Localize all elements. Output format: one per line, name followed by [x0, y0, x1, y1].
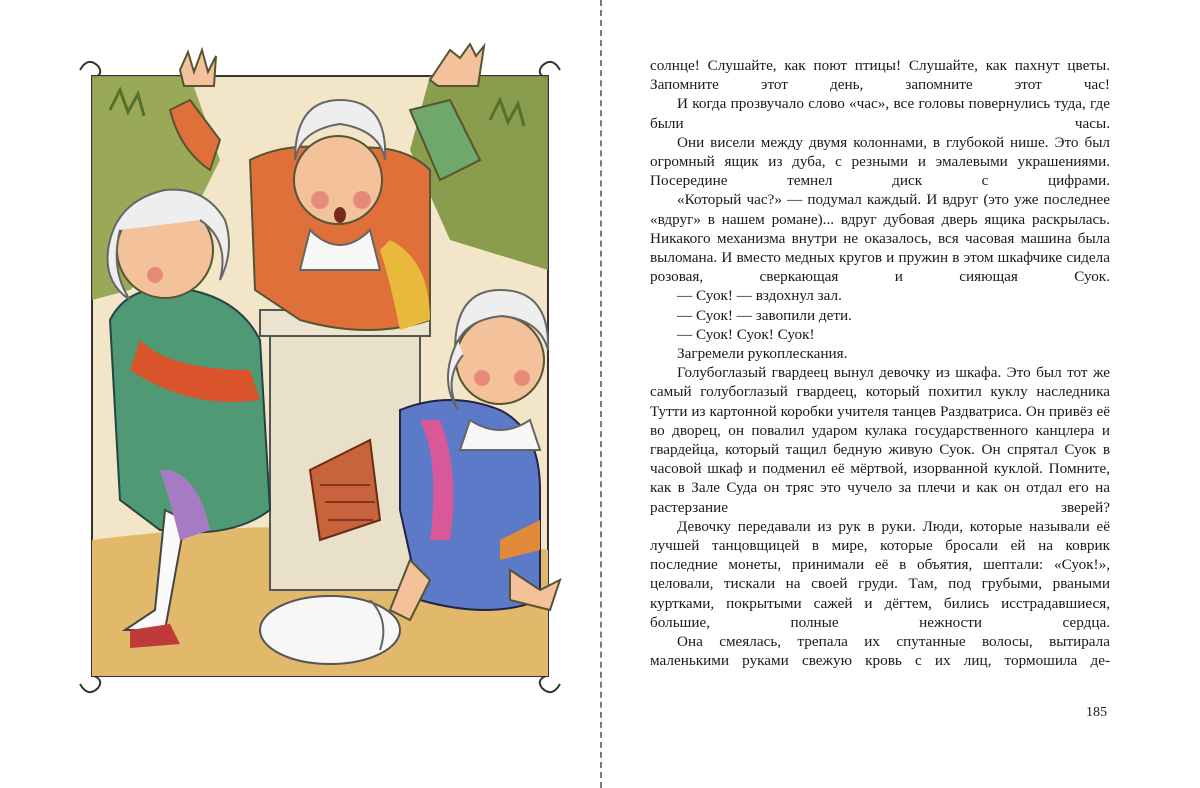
paragraph-3: Они висели между двумя колоннами, в глубокой нише. Это был огромный ящик из дуба, с резными и эмалевыми украшениями. Посередине темнел диск с цифрами. [650, 133, 1110, 190]
illustration-three-courtiers-image [70, 40, 570, 704]
illustration [70, 40, 570, 704]
paragraph-6: — Суок! — завопили дети. [677, 306, 852, 324]
paragraph-1: солнце! Слушайте, как поют птицы! Слушайте, как пахнут цветы. Запомните этот день, запомните этот час! [650, 57, 1110, 94]
paragraph-2: И когда прозвучало слово «час», все головы повернулись туда, где были часы. [650, 95, 1110, 132]
paragraph-11: Она смеялась, трепала их спутанные волосы, вытирала маленькими руками свежую кровь с их лиц, тормошила де- [650, 633, 1110, 670]
paragraph-9: Голубоглазый гвардеец вынул девочку из шкафа. Это был тот же самый голубоглазый гвардеец, который похитил куклу наследника Тутти из картонной коробки учителя танцев Раздватриса. Он привёз её во дворец, он повалил ударом кулака государственного канцлера и гвардейца, который тащил бедную живую Суок. Он спрятал Суок в часовой шкаф и подменил её мёртвой, изорванной куклой. Помните, как в Зале Суда он тряс это чучело за плечи и как он отдал его на растерзание зверей? [650, 364, 1110, 516]
paragraph-5: — Суок! — вздохнул зал. [677, 287, 842, 305]
paragraph-8: Загремели рукоплескания. [677, 345, 848, 363]
paragraph-7: — Суок! Суок! Суок! [677, 325, 815, 343]
text-block [650, 56, 1110, 671]
page-number: 185 [1086, 705, 1107, 720]
right-page [602, 0, 1200, 788]
paragraph-10: Девочку передавали из рук в руки. Люди, которые называли её лучшей танцовщицей в мире, которые бросали ей на коврик последние монеты, принимали её в объятия, шептали: «Суок!», целовали, тискали на своей груди. Там, под грубыми, рваными куртками, покрытыми сажей и дёгтем, бились исстрадавшиеся, большие, полные нежности сердца. [650, 517, 1110, 631]
paragraph-4: «Который час?» — подумал каждый. И вдруг (это уже последнее «вдруг» в нашем романе)... вдруг дубовая дверь ящика раскрылась. Никакого механизма внутри не оказалось, вся часовая машина была выломана. И вместо медных кругов и пружин в этом шкафчике сидела розовая, сверкающая и сияющая Суок. [650, 191, 1110, 286]
